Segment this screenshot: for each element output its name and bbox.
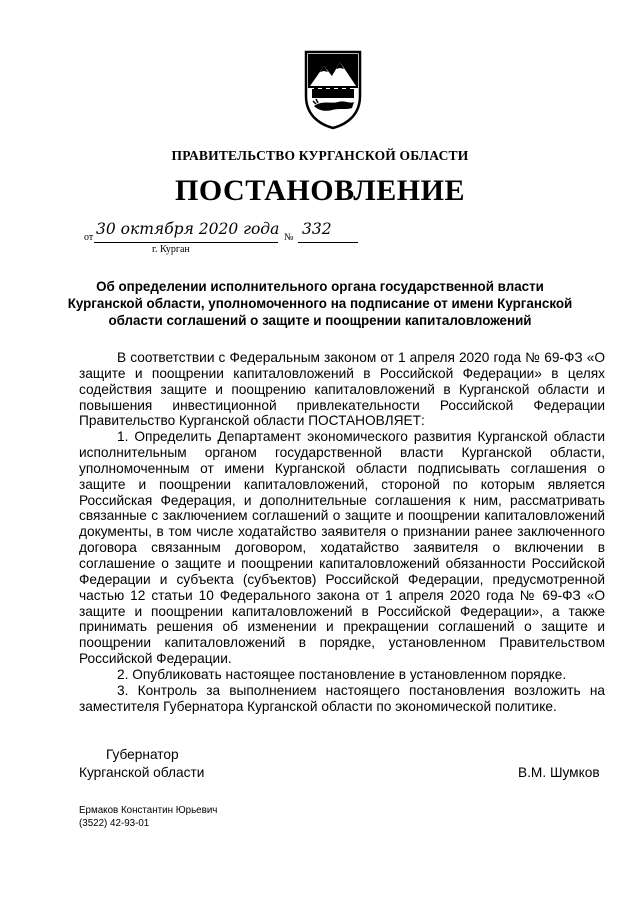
item-1-paragraph: 1. Определить Департамент экономического развития Курганской области исполнительным органом государственной власти Курганской области, уполномоченным от имени Курганской области подписывать соглашения о защите и поощрении капиталовложений, стороной по которым является Российская Федерация, и дополнительные соглашения к ним, рассматривать связанные с заключением соглашений о защите и поощрении капиталовложений документы, в том числе ходатайство заявителя о признании ранее заключенного договора связанным договором, ходатайство заявителя о включении в соглашение о защите и поощрении капиталовложений обязанности Российской Федерации и субъекта (субъектов) Российской Федерации, предусмотренной частью 12 статьи 10 Федерального закона от 1 апреля 2020 года № 69-ФЗ «О защите и поощрении капиталовложений в Российской Федерации», а также принимать решения об изменении и прекращении соглашений о защите и поощрении капиталовложений в порядке, установленном Правительством Российской Федерации.	[79, 429, 605, 667]
number-prefix: №	[284, 232, 294, 243]
executor-info	[79, 804, 217, 830]
executor-name: Ермаков Константин Юрьевич	[79, 805, 218, 816]
document-title: Об определении исполнительного органа государственной власти Курганской области, уполномоченного на подписание от имени Курганской области соглашений о защите и поощрении капиталовложений	[67, 279, 573, 328]
document-date: 30 октября 2020 года	[96, 220, 280, 238]
document-number: 332	[302, 220, 332, 238]
preamble-paragraph: В соответствии с Федеральным законом от 1 апреля 2020 года № 69-ФЗ «О защите и поощрении капиталовложений в Российской Федерации» в целях содействия защите и поощрению капиталовложений в Курганской области и повышения инвестиционной привлекательности Российской Федерации Правительство Курганской области ПОСТАНОВЛЯЕТ:	[79, 350, 605, 429]
date-prefix: от	[84, 232, 94, 243]
coat-of-arms-icon	[302, 50, 364, 130]
organization-name: ПРАВИТЕЛЬСТВО КУРГАНСКОЙ ОБЛАСТИ	[171, 148, 469, 163]
document-body	[79, 350, 605, 714]
signatory-position-line1: Губернатор	[106, 747, 179, 762]
item-3-paragraph: 3. Контроль за выполнением настоящего постановления возложить на заместителя Губернатора Курганской области по экономической политике.	[79, 682, 605, 714]
number-underline	[298, 242, 358, 243]
date-underline	[94, 242, 278, 243]
document-meta	[84, 220, 418, 266]
document-type: ПОСТАНОВЛЕНИЕ	[175, 174, 465, 207]
signatory-position-line2: Курганской области	[79, 765, 205, 780]
signatory-name: В.М. Шумков	[518, 765, 600, 780]
executor-phone: (3522) 42-93-01	[79, 818, 150, 829]
city: г. Курган	[152, 244, 190, 255]
item-2-paragraph: 2. Опубликовать настоящее постановление в установленном порядке.	[117, 666, 567, 682]
